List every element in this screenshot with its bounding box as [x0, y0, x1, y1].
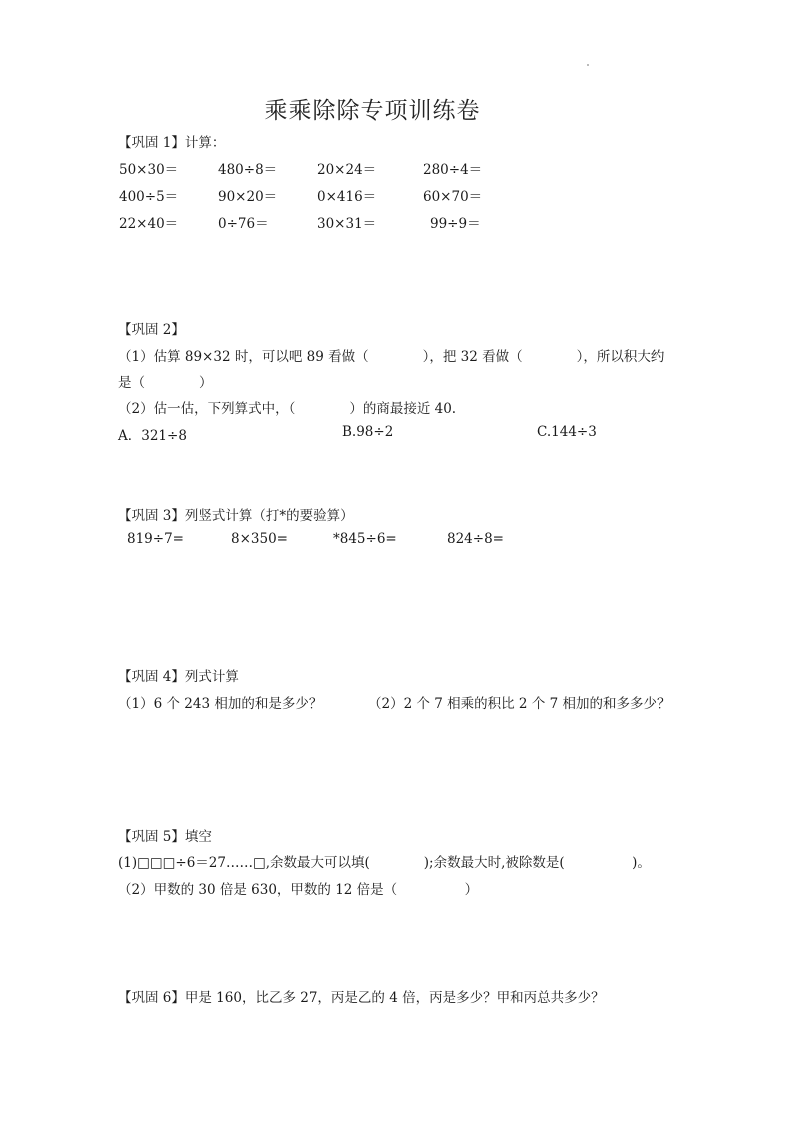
calc-item: 0×416＝ — [317, 189, 377, 205]
section-4-q1: （1）6 个 243 相加的和是多少？ — [118, 696, 323, 712]
section-2-q1-line2: 是（ ） — [118, 375, 213, 391]
calc-item: 280÷4＝ — [423, 162, 483, 178]
section-2-q1-line1: （1）估算 89×32 时，可以吧 89 看做（ ），把 32 看做（ ），所以积大约 — [118, 349, 665, 365]
option-b: B.98÷2 — [342, 424, 394, 440]
calc-item: 50×30＝ — [119, 162, 179, 178]
calc-item: 60×70＝ — [423, 189, 483, 205]
calc-item: 400÷5＝ — [119, 189, 179, 205]
section-4-heading: 【巩固 4】列式计算 — [118, 669, 239, 685]
option-a: A．321÷8 — [118, 428, 187, 444]
vertical-calc-item: 8×350= — [231, 531, 288, 547]
section-4-q2: （2）2 个 7 相乘的积比 2 个 7 相加的和多多少？ — [368, 696, 671, 712]
option-c: C.144÷3 — [537, 424, 597, 440]
section-2-heading: 【巩固 2】 — [118, 322, 185, 338]
calc-item: 480÷8＝ — [218, 162, 278, 178]
section-1-heading: 【巩固 1】计算： — [118, 135, 226, 151]
page-mark — [587, 64, 589, 66]
vertical-calc-item: 824÷8= — [447, 531, 504, 547]
calc-item: 99÷9＝ — [430, 216, 481, 232]
calc-item: 0÷76＝ — [218, 216, 269, 232]
section-6-heading: 【巩固 6】甲是 160，比乙多 27，丙是乙的 4 倍，丙是多少？甲和丙总共多少？ — [118, 990, 605, 1006]
calc-item: 22×40＝ — [119, 216, 179, 232]
vertical-calc-item: *845÷6= — [333, 531, 397, 547]
section-2-q2: （2）估一估，下列算式中，（ ）的商最接近 40. — [118, 401, 457, 417]
section-5-q2: （2）甲数的 30 倍是 630，甲数的 12 倍是（ ） — [118, 882, 479, 898]
vertical-calc-item: 819÷7= — [127, 531, 184, 547]
calc-item: 20×24＝ — [317, 162, 377, 178]
section-3-heading: 【巩固 3】列竖式计算（打*的要验算） — [118, 508, 354, 524]
section-5-q1: (1)□□□÷6＝27……□,余数最大可以填( );余数最大时,被除数是( )。 — [118, 855, 651, 871]
calc-item: 90×20＝ — [218, 189, 278, 205]
page-title: 乘乘除除专项训练卷 — [264, 98, 481, 124]
calc-item: 30×31＝ — [317, 216, 377, 232]
section-5-heading: 【巩固 5】填空 — [118, 829, 212, 845]
